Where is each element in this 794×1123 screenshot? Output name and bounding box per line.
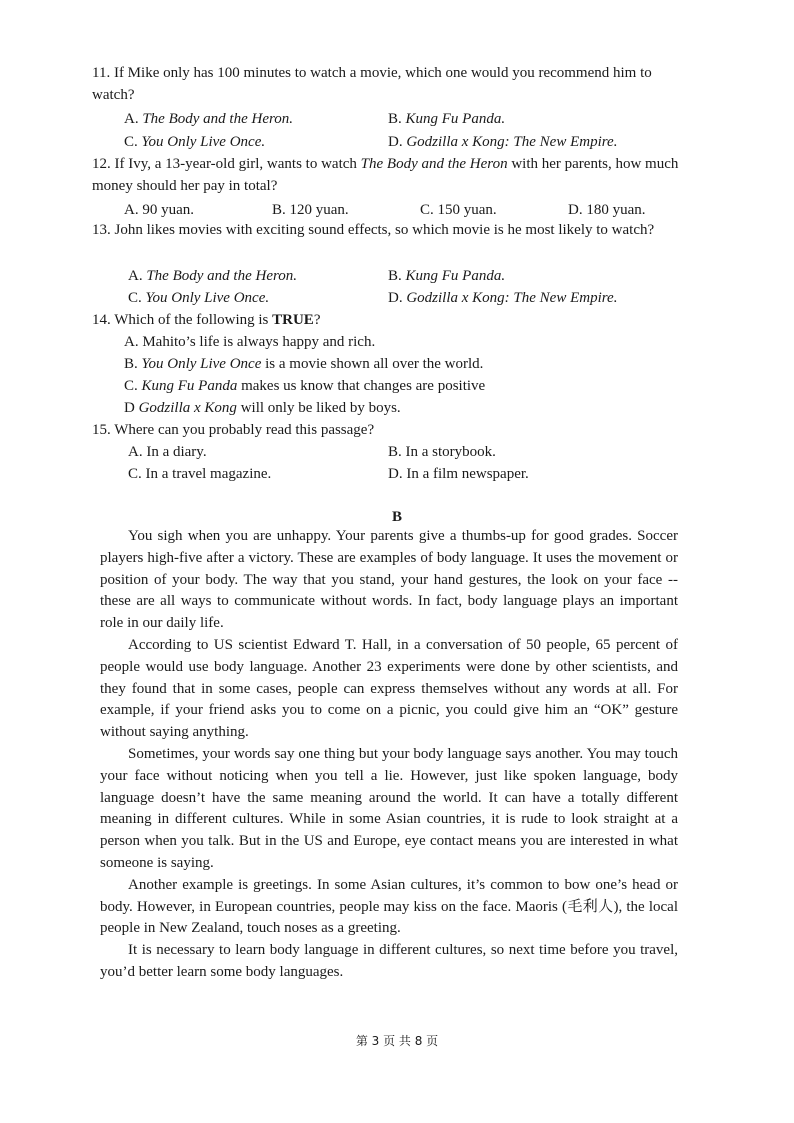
movie-title: You Only Live Once. <box>141 134 266 150</box>
movie-title: You Only Live Once. <box>145 290 270 306</box>
option-d: D Godzilla x Kong will only be liked by boys. <box>124 400 401 416</box>
movie-title: Godzilla x Kong <box>138 400 237 416</box>
option-a: A. 90 yuan. <box>124 202 194 218</box>
reading-passage <box>100 526 678 984</box>
movie-title: You Only Live Once <box>141 356 262 372</box>
question-stem: 13. John likes movies with exciting sound effects, so which movie is he most likely to watch? <box>92 222 655 238</box>
movie-title: The Body and the Heron. <box>146 268 298 284</box>
option-a: A. The Body and the Heron. <box>128 268 298 284</box>
movie-title: The Body and the Heron <box>360 156 508 172</box>
question-stem: 15. Where can you probably read this passage? <box>92 422 375 438</box>
option-c: C. Kung Fu Panda makes us know that changes are positive <box>124 378 486 394</box>
movie-title: The Body and the Heron. <box>142 111 294 127</box>
question-12 <box>92 153 692 197</box>
passage-paragraph: It is necessary to learn body language in different cultures, so next time before you travel, you’d better learn some body languages. <box>100 942 678 980</box>
movie-title: Kung Fu Panda. <box>405 268 506 284</box>
movie-title: Kung Fu Panda. <box>405 111 506 127</box>
option-d: D. Godzilla x Kong: The New Empire. <box>388 290 618 306</box>
passage-paragraph: Another example is greetings. In some Asian cultures, it’s common to bow one’s head or body. However, in European countries, people may kiss on the face. Maoris (毛利人), the local people in New Zealand, touch noses as a greeting. <box>100 876 678 937</box>
question-stem: 12. If Ivy, a 13-year-old girl, wants to watch The Body and the Heron with her parents, how much money should her pay in total? <box>92 156 679 194</box>
question-14 <box>92 309 692 331</box>
option-d: D. 180 yuan. <box>568 202 646 218</box>
passage-paragraph: You sigh when you are unhappy. Your parents give a thumbs-up for good grades. Soccer players high-five after a victory. These are examples of body language. It uses the movement or position of your body. The way that you stand, your hand gestures, the look on your face -- these are all ways to communicate without words. In fact, body language plays an important role in our daily life. <box>100 528 678 632</box>
option-b: B. Kung Fu Panda. <box>388 111 506 127</box>
movie-title: Godzilla x Kong: The New Empire. <box>406 134 618 150</box>
option-a: A. In a diary. <box>128 444 207 460</box>
option-a: A. The Body and the Heron. <box>124 111 294 127</box>
option-b: B. In a storybook. <box>388 444 496 460</box>
option-b: B. 120 yuan. <box>272 202 349 218</box>
option-c: C. You Only Live Once. <box>128 290 270 306</box>
section-heading: B <box>391 509 402 525</box>
passage-paragraph: According to US scientist Edward T. Hall, in a conversation of 50 people, 65 percent of people would use body language. Another 23 experiments were done by other scientists, and they found that in some cases, people can express themselves without any words at all. For example, if your friend asks you to come on a picnic, you could give him an “OK” gesture without saying anything. <box>100 636 678 741</box>
option-c: C. You Only Live Once. <box>124 134 266 150</box>
movie-title: Godzilla x Kong: The New Empire. <box>406 290 618 306</box>
question-15 <box>92 419 692 441</box>
option-c: C. In a travel magazine. <box>128 466 272 482</box>
option-d: D. In a film newspaper. <box>388 466 529 482</box>
option-b: B. Kung Fu Panda. <box>388 268 506 284</box>
question-13 <box>92 219 692 241</box>
option-d: D. Godzilla x Kong: The New Empire. <box>388 134 618 150</box>
passage-paragraph: Sometimes, your words say one thing but your body language says another. You may touch your face without noticing when you tell a lie. However, just like spoken language, body language doesn’t have the same meaning around the world. It can have a totally different meaning in different cultures. While in some Asian countries, it is rude to look straight at a person when you talk. But in the US and Europe, eye contact means you are interested in what someone is saying. <box>100 745 678 871</box>
page-number: 第 3 页 共 8 页 <box>355 1034 439 1048</box>
question-stem: 14. Which of the following is TRUE? <box>92 312 321 328</box>
question-stem: 11. If Mike only has 100 minutes to watch a movie, which one would you recommend him to watch? <box>92 65 652 103</box>
movie-title: Kung Fu Panda <box>141 378 238 394</box>
option-a: A. Mahito’s life is always happy and rich. <box>124 334 376 350</box>
question-11 <box>92 62 692 106</box>
option-c: C. 150 yuan. <box>420 202 497 218</box>
option-b: B. You Only Live Once is a movie shown all over the world. <box>124 356 484 372</box>
emphasis-true: TRUE <box>272 312 314 328</box>
